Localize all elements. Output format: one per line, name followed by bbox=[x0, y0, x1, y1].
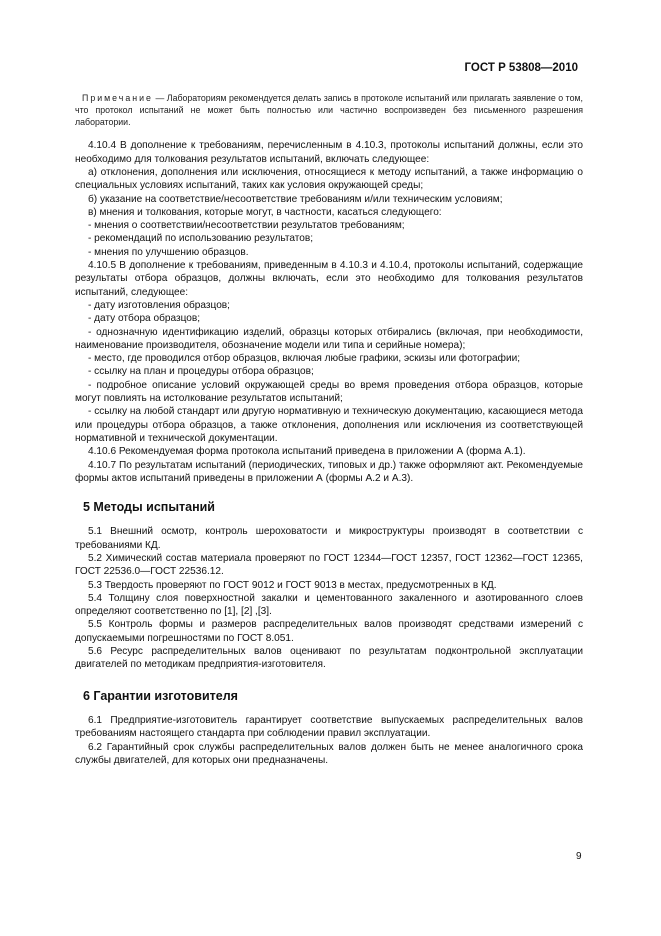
document-header: ГОСТ Р 53808—2010 bbox=[464, 62, 578, 74]
list-item: - однозначную идентификацию изделий, образцы которых отбирались (включая, при необходимости, наименование производителя, обозначение модели или типа и серийные номера); bbox=[75, 326, 583, 351]
list-item: б) указание на соответствие/несоответствие требованиям и/или техническим условиям; bbox=[88, 193, 503, 205]
list-item: - ссылку на план и процедуры отбора образцов; bbox=[88, 366, 314, 378]
paragraph: 4.10.4 В дополнение к требованиям, перечисленным в 4.10.3, протоколы испытаний должны, если это необходимо для толкования результатов испытаний, включать следующее: bbox=[75, 140, 583, 165]
paragraph: 4.10.6 Рекомендуемая форма протокола испытаний приведена в приложении А (форма А.1). bbox=[88, 446, 526, 458]
note bbox=[75, 93, 583, 128]
paragraph: 5.4 Толщину слоя поверхностной закалки и цементованного закаленного и азотированного слоев определяют соответственно по [1], [2] ,[3]. bbox=[75, 592, 583, 618]
paragraph: 5.3 Твердость проверяют по ГОСТ 9012 и ГОСТ 9013 в местах, предусмотренных в КД. bbox=[88, 579, 497, 591]
note-text: — Лабораториям рекомендуется делать запись в протоколе испытаний или прилагать заявление о том, что протокол испытаний не может быть полностью или частично воспроизведен без письменного разрешения лаборатории. bbox=[75, 93, 583, 127]
list-item: - дату изготовления образцов; bbox=[88, 299, 230, 311]
paragraph: 5.5 Контроль формы и размеров распределительных валов производят средствами измерений с допускаемыми погрешностями по ГОСТ 8.051. bbox=[75, 619, 583, 644]
list-item: - дату отбора образцов; bbox=[88, 313, 201, 325]
page-content bbox=[75, 93, 583, 767]
page-number: 9 bbox=[576, 851, 582, 862]
list-item: - место, где проводился отбор образцов, включая любые графики, эскизы или фотографии; bbox=[88, 353, 521, 365]
list-item: - мнения по улучшению образцов. bbox=[88, 246, 249, 258]
paragraph: 6.2 Гарантийный срок службы распределительных валов должен быть не менее аналогичного срока службы двигателей, для которых они предназначены. bbox=[75, 741, 583, 766]
paragraph: 6.1 Предприятие-изготовитель гарантирует соответствие выпускаемых распределительных валов требованиям настоящего стандарта при соблюдении правил эксплуатации. bbox=[75, 714, 583, 740]
paragraph: 5.6 Ресурс распределительных валов оценивают по результатам подконтрольной эксплуатации двигателей по методикам предприятия-изготовителя. bbox=[75, 646, 583, 671]
paragraph: 4.10.5 В дополнение к требованиям, приведенным в 4.10.3 и 4.10.4, протоколы испытаний, содержащие результаты отбора образцов, должны включать, если это необходимо для толкования результатов испытаний, следующее: bbox=[75, 260, 583, 298]
paragraph: 5.1 Внешний осмотр, контроль шероховатости и микроструктуры производят в соответствии с требованиями КД. bbox=[75, 526, 583, 551]
paragraph: 4.10.7 По результатам испытаний (периодических, типовых и др.) также оформляют акт. Рекомендуемые формы актов испытаний приведены в приложении А (формы А.2 и А.3). bbox=[75, 459, 583, 484]
list-item: - подробное описание условий окружающей среды во время проведения отбора образцов, которые могут повлиять на истолкование результатов испытаний; bbox=[75, 379, 583, 405]
list-item: - ссылку на любой стандарт или другую нормативную и техническую документацию, касающиеся метода или процедуры отбора образцов, а также отклонения, дополнения или исключения из соответствующей нормативной и технической документации. bbox=[75, 406, 583, 444]
list-item: - мнения о соответствии/несоответствии результатов требованиям; bbox=[88, 220, 405, 232]
section-4-10-paragraphs bbox=[75, 139, 583, 485]
list-item: а) отклонения, дополнения или исключения, относящиеся к методу испытаний, а также информацию о специальных условиях испытаний, таких как условия окружающей среды; bbox=[75, 166, 583, 192]
list-item: - рекомендаций по использованию результатов; bbox=[88, 233, 314, 245]
section-6-paragraphs bbox=[75, 714, 583, 767]
paragraph: 5.2 Химический состав материала проверяют по ГОСТ 12344—ГОСТ 12357, ГОСТ 12362—ГОСТ 12365, ГОСТ 22536.0—ГОСТ 22536.12. bbox=[75, 553, 583, 578]
note-label: Примечание bbox=[82, 93, 153, 103]
section-6-title: 6 Гарантии изготовителя bbox=[83, 688, 238, 703]
section-5-paragraphs bbox=[75, 525, 583, 671]
list-item: в) мнения и толкования, которые могут, в частности, касаться следующего: bbox=[88, 206, 442, 218]
section-5-title: 5 Методы испытаний bbox=[83, 500, 215, 515]
